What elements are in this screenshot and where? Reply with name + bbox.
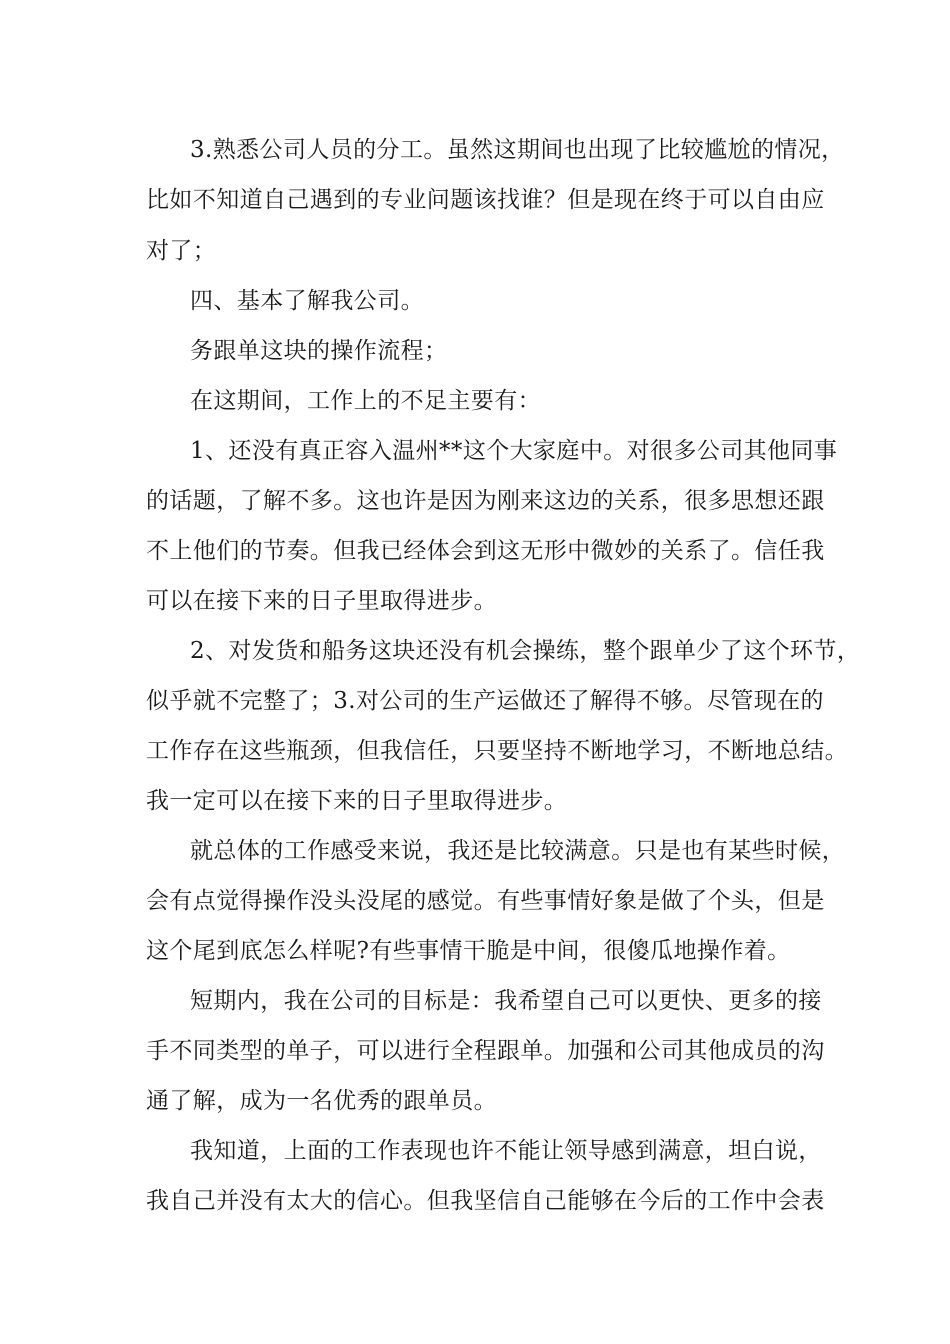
paragraph-line: 我知道，上面的工作表现也许不能让领导感到满意，坦白说， [190,1138,822,1164]
paragraph-line: 通了解，成为一名优秀的跟单员。 [146,1088,497,1114]
paragraph-line: 短期内，我在公司的目标是：我希望自己可以更快、更多的接 [190,988,822,1014]
paragraph-line: 会有点觉得操作没头没尾的感觉。有些事情好象是做了个头，但是 [146,888,825,914]
section-heading: 四、基本了解我公司。 [190,288,424,314]
paragraph-line: 我自己并没有太大的信心。但我坚信自己能够在今后的工作中会表 [146,1188,825,1214]
paragraph-line: 对了； [146,238,217,264]
paragraph-line: 3.熟悉公司人员的分工。虽然这期间也出现了比较尴尬的情况， [190,137,845,163]
paragraph-line: 务跟单这块的操作流程； [190,338,448,364]
paragraph-line: 就总体的工作感受来说，我还是比较满意。只是也有某些时候， [190,838,846,864]
paragraph-line: 1、还没有真正容入温州**这个大家庭中。对很多公司其他同事 [190,438,838,464]
paragraph-line: 似乎就不完整了；3.对公司的生产运做还了解得不够。尽管现在的 [146,688,824,714]
paragraph-line: 可以在接下来的日子里取得进步。 [146,588,497,614]
paragraph-line: 比如不知道自己遇到的专业问题该找谁？但是现在终于可以自由应 [146,187,825,213]
paragraph-line: 的话题，了解不多。这也许是因为刚来这边的关系，很多思想还跟 [146,488,825,514]
paragraph-line: 在这期间，工作上的不足主要有： [190,388,541,414]
paragraph-line: 2、对发货和船务这块还没有机会操练，整个跟单少了这个环节， [190,638,861,664]
paragraph-line: 我一定可以在接下来的日子里取得进步。 [146,788,568,814]
paragraph-line: 这个尾到底怎么样呢?有些事情干脆是中间，很傻瓜地操作着。 [146,938,791,964]
paragraph-line: 手不同类型的单子，可以进行全程跟单。加强和公司其他成员的沟 [146,1038,825,1064]
paragraph-line: 工作存在这些瓶颈，但我信任，只要坚持不断地学习，不断地总结。 [146,738,848,764]
paragraph-line: 不上他们的节奏。但我已经体会到这无形中微妙的关系了。信任我 [146,538,825,564]
